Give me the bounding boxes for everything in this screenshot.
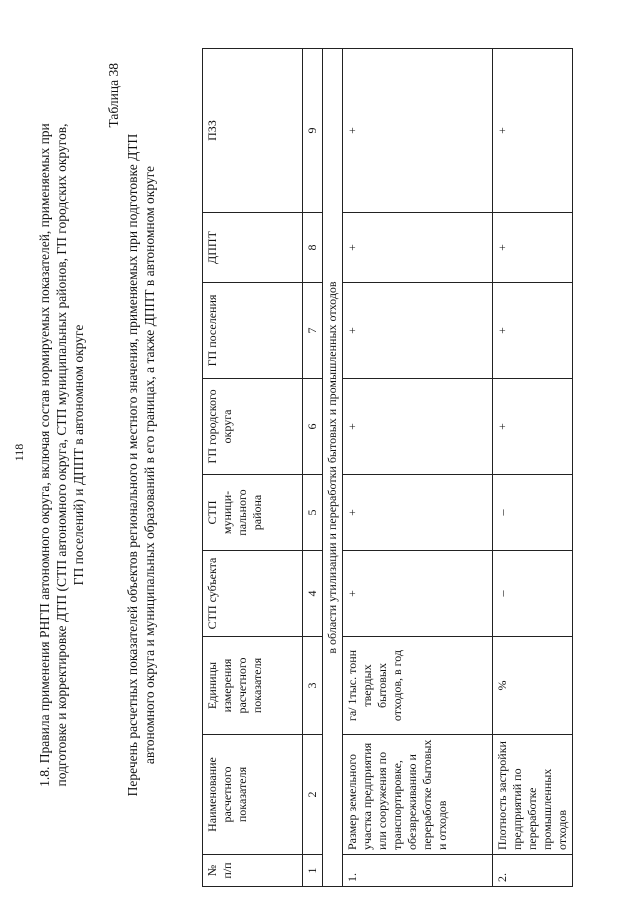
mark-gp-settlement: +: [343, 283, 493, 379]
column-number: 3: [303, 637, 323, 735]
header-indicator-name: Наименование расчетного показателя: [203, 735, 303, 855]
table-row: [343, 49, 493, 887]
column-number-row: [303, 49, 323, 887]
mark-stp-subject: –: [493, 551, 573, 637]
mark-stp-district: –: [493, 475, 573, 551]
table-caption: [124, 65, 158, 865]
header-unit: Единицы измерения расчетного показателя: [203, 637, 303, 735]
indicator-name: Размер земельного участка предприятия или сооружения по транспортировке, обезвреживанию и переработке бытовых и отходов: [343, 735, 493, 855]
header-row: [203, 49, 303, 887]
column-number: 8: [303, 213, 323, 283]
header-gp-settlement: ГП поселения: [203, 283, 303, 379]
table-number: Таблица 38: [106, 63, 121, 128]
mark-pzz: +: [493, 49, 573, 213]
page-number: 118: [12, 443, 26, 462]
column-number: 9: [303, 49, 323, 213]
row-number: 1.: [343, 855, 493, 887]
heading-line: подготовке и корректировке ДТП (СТП автономного округа, СТП муниципальных районов, ГП городских округов,: [54, 123, 69, 787]
section-heading: [36, 65, 87, 845]
table-row: [493, 49, 573, 887]
mark-gp-settlement: +: [493, 283, 573, 379]
column-number: 2: [303, 735, 323, 855]
mark-dppt: +: [343, 213, 493, 283]
mark-gp-city-district: +: [493, 379, 573, 475]
column-number: 5: [303, 475, 323, 551]
indicator-unit: га/ 1тыс. тонн твердых бытовых отходов, в год: [343, 637, 493, 735]
header-stp-subject: СТП субъекта: [203, 551, 303, 637]
caption-line: автономного округа и муниципальных образований в его границах, а также ДППТ в автономном округе: [142, 165, 157, 765]
heading-line: 1.8. Правила применения РНГП автономного округа, включая состав нормируемых показателей, применяемых при: [37, 123, 52, 787]
column-number: 1: [303, 855, 323, 887]
section-title: в области утилизации и переработки бытовых и промышленных отходов: [323, 49, 343, 887]
indicators-table: [202, 48, 573, 887]
indicator-unit: %: [493, 637, 573, 735]
mark-gp-city-district: +: [343, 379, 493, 475]
caption-line: Перечень расчетных показателей объектов регионального и местного значения, применяемых при подготовке ДТП: [125, 133, 140, 797]
header-gp-city-district: ГП городского округа: [203, 379, 303, 475]
header-pzz: ПЗЗ: [203, 49, 303, 213]
mark-stp-district: +: [343, 475, 493, 551]
column-number: 4: [303, 551, 323, 637]
header-stp-district: СТП муници-пального района: [203, 475, 303, 551]
section-row: [323, 49, 343, 887]
mark-stp-subject: +: [343, 551, 493, 637]
column-number: 7: [303, 283, 323, 379]
header-number: № п/п: [203, 855, 303, 887]
indicator-name: Плотность застройки предприятий по переработке промышленных отходов: [493, 735, 573, 855]
heading-line: ГП поселений) и ДППТ в автономном округе: [71, 324, 86, 586]
row-number: 2.: [493, 855, 573, 887]
header-dppt: ДППТ: [203, 213, 303, 283]
mark-dppt: +: [493, 213, 573, 283]
mark-pzz: +: [343, 49, 493, 213]
column-number: 6: [303, 379, 323, 475]
